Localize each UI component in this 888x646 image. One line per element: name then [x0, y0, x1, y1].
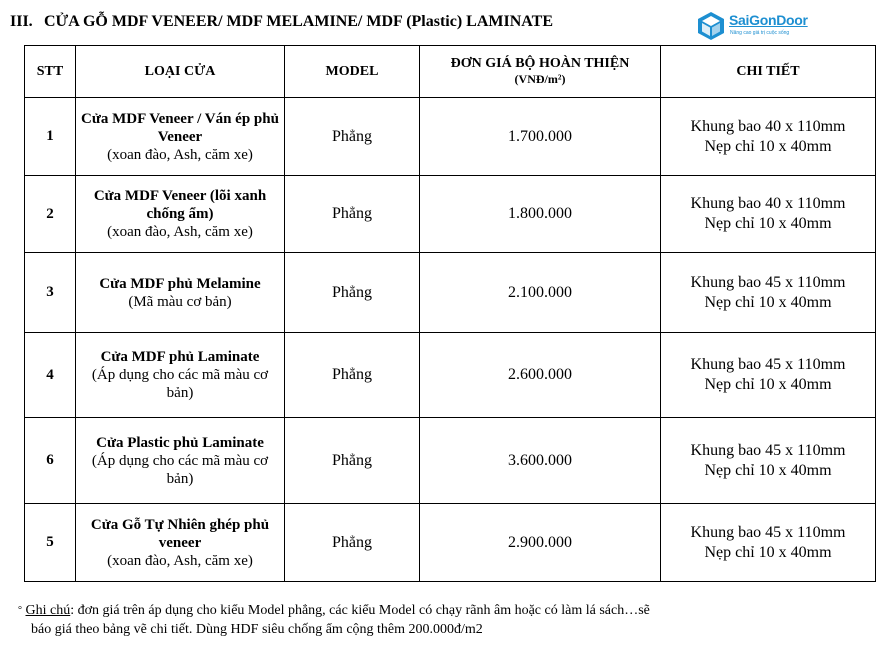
door-type-note: (Áp dụng cho các mã màu cơ bản) [91, 452, 269, 487]
detail-trim: Nẹp chỉ 10 x 40mm [704, 461, 832, 479]
door-type-name: Cửa Plastic phủ Laminate [96, 434, 264, 451]
detail-trim: Nẹp chỉ 10 x 40mm [704, 376, 832, 393]
row-stt: 2 [25, 176, 76, 253]
door-type-name: Cửa MDF Veneer (lõi xanh chống ẩm) [93, 188, 267, 222]
header-model: MODEL [285, 46, 420, 98]
detail-frame: Khung bao 45 x 110mm [690, 356, 846, 373]
footnote [18, 601, 878, 639]
table-row [25, 418, 876, 504]
door-type-note: (xoan đào, Ash, căm xe) [107, 146, 253, 163]
detail-trim: Nẹp chỉ 10 x 40mm [704, 293, 832, 311]
table-row [25, 504, 876, 582]
price-table [24, 45, 876, 582]
table-row [25, 176, 876, 253]
footnote-text-line2: báo giá theo bảng vẽ chi tiết. Dùng HDF siêu chống ẩm cộng thêm 200.000đ/m2 [31, 622, 483, 637]
table-row [25, 98, 876, 176]
row-model: Phẳng [285, 504, 420, 582]
row-door-type [76, 333, 285, 418]
detail-frame: Khung bao 45 x 110mm [690, 273, 846, 291]
row-detail [661, 504, 876, 582]
row-door-type [76, 176, 285, 253]
row-price: 2.100.000 [420, 253, 661, 333]
detail-trim: Nẹp chỉ 10 x 40mm [704, 137, 832, 155]
row-detail [661, 253, 876, 333]
row-stt: 3 [25, 253, 76, 333]
header-type: LOẠI CỬA [76, 46, 285, 98]
logo-name: SaiGonDoor [729, 12, 808, 28]
table-header-row [25, 46, 876, 98]
detail-frame: Khung bao 40 x 110mm [690, 117, 846, 135]
row-price: 1.700.000 [420, 98, 661, 176]
cube-logo-icon [696, 11, 726, 41]
row-model: Phẳng [285, 176, 420, 253]
section-heading [10, 13, 553, 31]
row-model: Phẳng [285, 418, 420, 504]
row-door-type [76, 418, 285, 504]
door-type-note: (xoan đào, Ash, căm xe) [107, 552, 253, 569]
door-type-note: (Áp dụng cho các mã màu cơ bản) [91, 367, 269, 401]
row-stt: 5 [25, 504, 76, 582]
section-number: III. [10, 13, 33, 30]
door-type-name: Cửa MDF Veneer / Ván ép phủ Veneer [81, 110, 279, 145]
header-price-title: ĐƠN GIÁ BỘ HOÀN THIỆN [450, 55, 630, 71]
header-price [420, 46, 661, 98]
row-door-type [76, 504, 285, 582]
row-stt: 1 [25, 98, 76, 176]
door-type-name: Cửa Gỗ Tự Nhiên ghép phủ veneer [90, 516, 270, 551]
footnote-text-line1: : đơn giá trên áp dụng cho kiểu Model phẳng, các kiểu Model có chạy rãnh âm hoặc có làm lá sách…sẽ [70, 603, 650, 618]
logo-tagline: Nâng cao giá trị cuộc sống [730, 30, 790, 36]
row-detail [661, 418, 876, 504]
header-stt: STT [25, 46, 76, 98]
header-detail: CHI TIẾT [661, 46, 876, 98]
row-price: 2.900.000 [420, 504, 661, 582]
row-price: 3.600.000 [420, 418, 661, 504]
row-door-type [76, 98, 285, 176]
table-row [25, 333, 876, 418]
footnote-label: Ghi chú [25, 603, 71, 618]
detail-frame: Khung bao 45 x 110mm [690, 523, 846, 541]
door-type-note: (Mã màu cơ bản) [128, 293, 232, 310]
header-price-unit: (VNĐ/m²) [514, 71, 566, 86]
row-stt: 4 [25, 333, 76, 418]
row-stt: 6 [25, 418, 76, 504]
row-detail [661, 333, 876, 418]
table-row [25, 253, 876, 333]
row-price: 2.600.000 [420, 333, 661, 418]
detail-frame: Khung bao 40 x 110mm [690, 195, 846, 212]
detail-trim: Nẹp chỉ 10 x 40mm [704, 543, 832, 561]
row-model: Phẳng [285, 333, 420, 418]
row-model: Phẳng [285, 98, 420, 176]
saigondoor-logo [696, 11, 826, 41]
detail-frame: Khung bao 45 x 110mm [690, 441, 846, 459]
row-door-type [76, 253, 285, 333]
section-header [10, 11, 870, 41]
detail-trim: Nẹp chỉ 10 x 40mm [704, 215, 832, 232]
row-detail [661, 98, 876, 176]
door-type-name: Cửa MDF phủ Laminate [100, 349, 260, 365]
footnote-mark: ° [18, 605, 22, 616]
door-type-name: Cửa MDF phủ Melamine [99, 275, 261, 292]
row-detail [661, 176, 876, 253]
row-model: Phẳng [285, 253, 420, 333]
row-price: 1.800.000 [420, 176, 661, 253]
door-type-note: (xoan đào, Ash, căm xe) [107, 224, 253, 240]
section-title: CỬA GỖ MDF VENEER/ MDF MELAMINE/ MDF (Plastic) LAMINATE [44, 13, 553, 30]
